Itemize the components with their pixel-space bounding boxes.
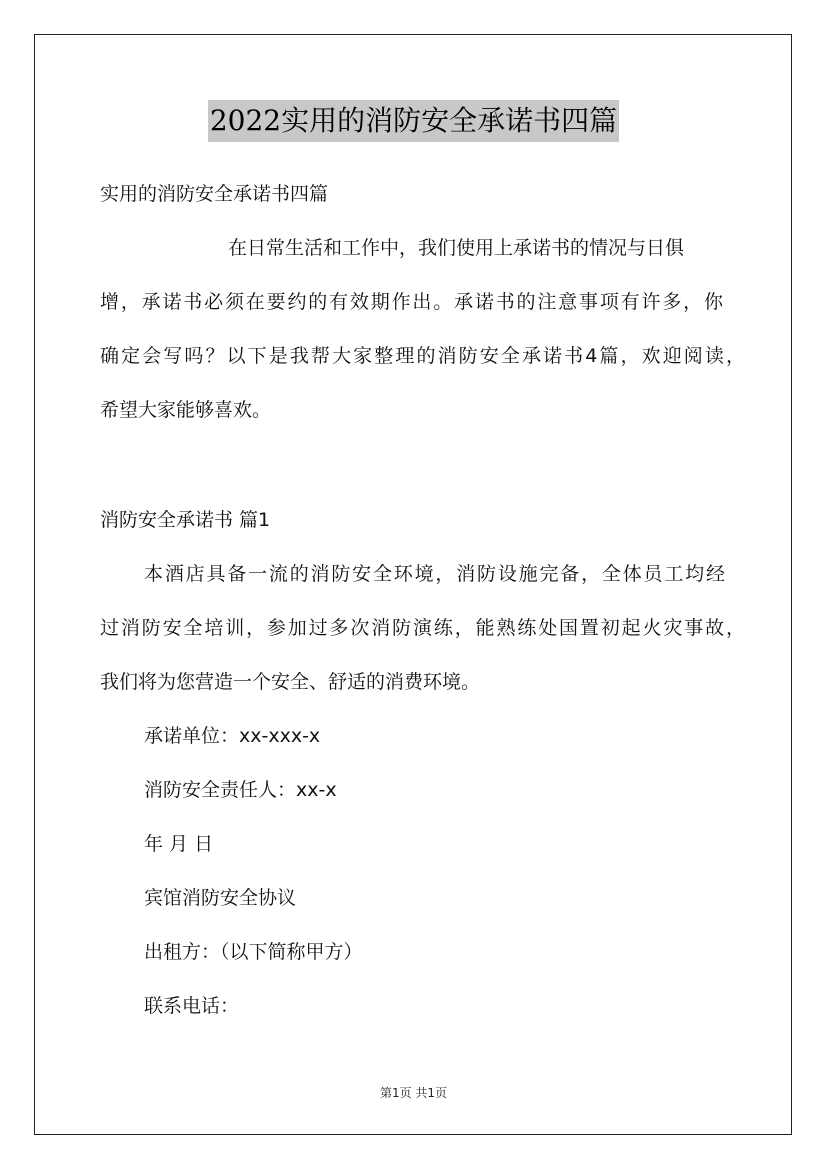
page-footer: 第1页 共1页 [379, 1086, 448, 1100]
section-line-3: 我们将为您营造一个安全、舒适的消费环境。 [100, 671, 481, 693]
title-container [0, 100, 827, 142]
intro-line-3: 确定会写吗？以下是我帮大家整理的消防安全承诺书4篇，欢迎阅读， [100, 345, 745, 367]
section-line-2: 过消防安全培训，参加过多次消防演练，能熟练处国置初起火灾事故， [100, 617, 745, 639]
field-responsible-person: 消防安全责任人：xx-x [144, 779, 337, 801]
field-phone: 联系电话： [144, 995, 240, 1017]
section-line-1: 本酒店具备一流的消防安全环境，消防设施完备，全体员工均经 [144, 563, 725, 585]
section-heading: 消防安全承诺书 篇1 [100, 509, 271, 531]
document-title: 2022实用的消防安全承诺书四篇 [208, 100, 619, 142]
field-agreement-title: 宾馆消防安全协议 [144, 887, 297, 909]
intro-line-2: 增，承诺书必须在要约的有效期作出。承诺书的注意事项有许多，你 [100, 291, 723, 313]
document-subtitle: 实用的消防安全承诺书四篇 [100, 183, 329, 205]
intro-line-4: 希望大家能够喜欢。 [100, 399, 272, 421]
field-date: 年 月 日 [144, 833, 214, 855]
field-commitment-unit: 承诺单位：xx-xxx-x [144, 725, 321, 747]
intro-line-1: 在日常生活和工作中，我们使用上承诺书的情况与日俱 [228, 237, 685, 259]
field-lessor: 出租方：（以下简称甲方） [144, 941, 363, 963]
